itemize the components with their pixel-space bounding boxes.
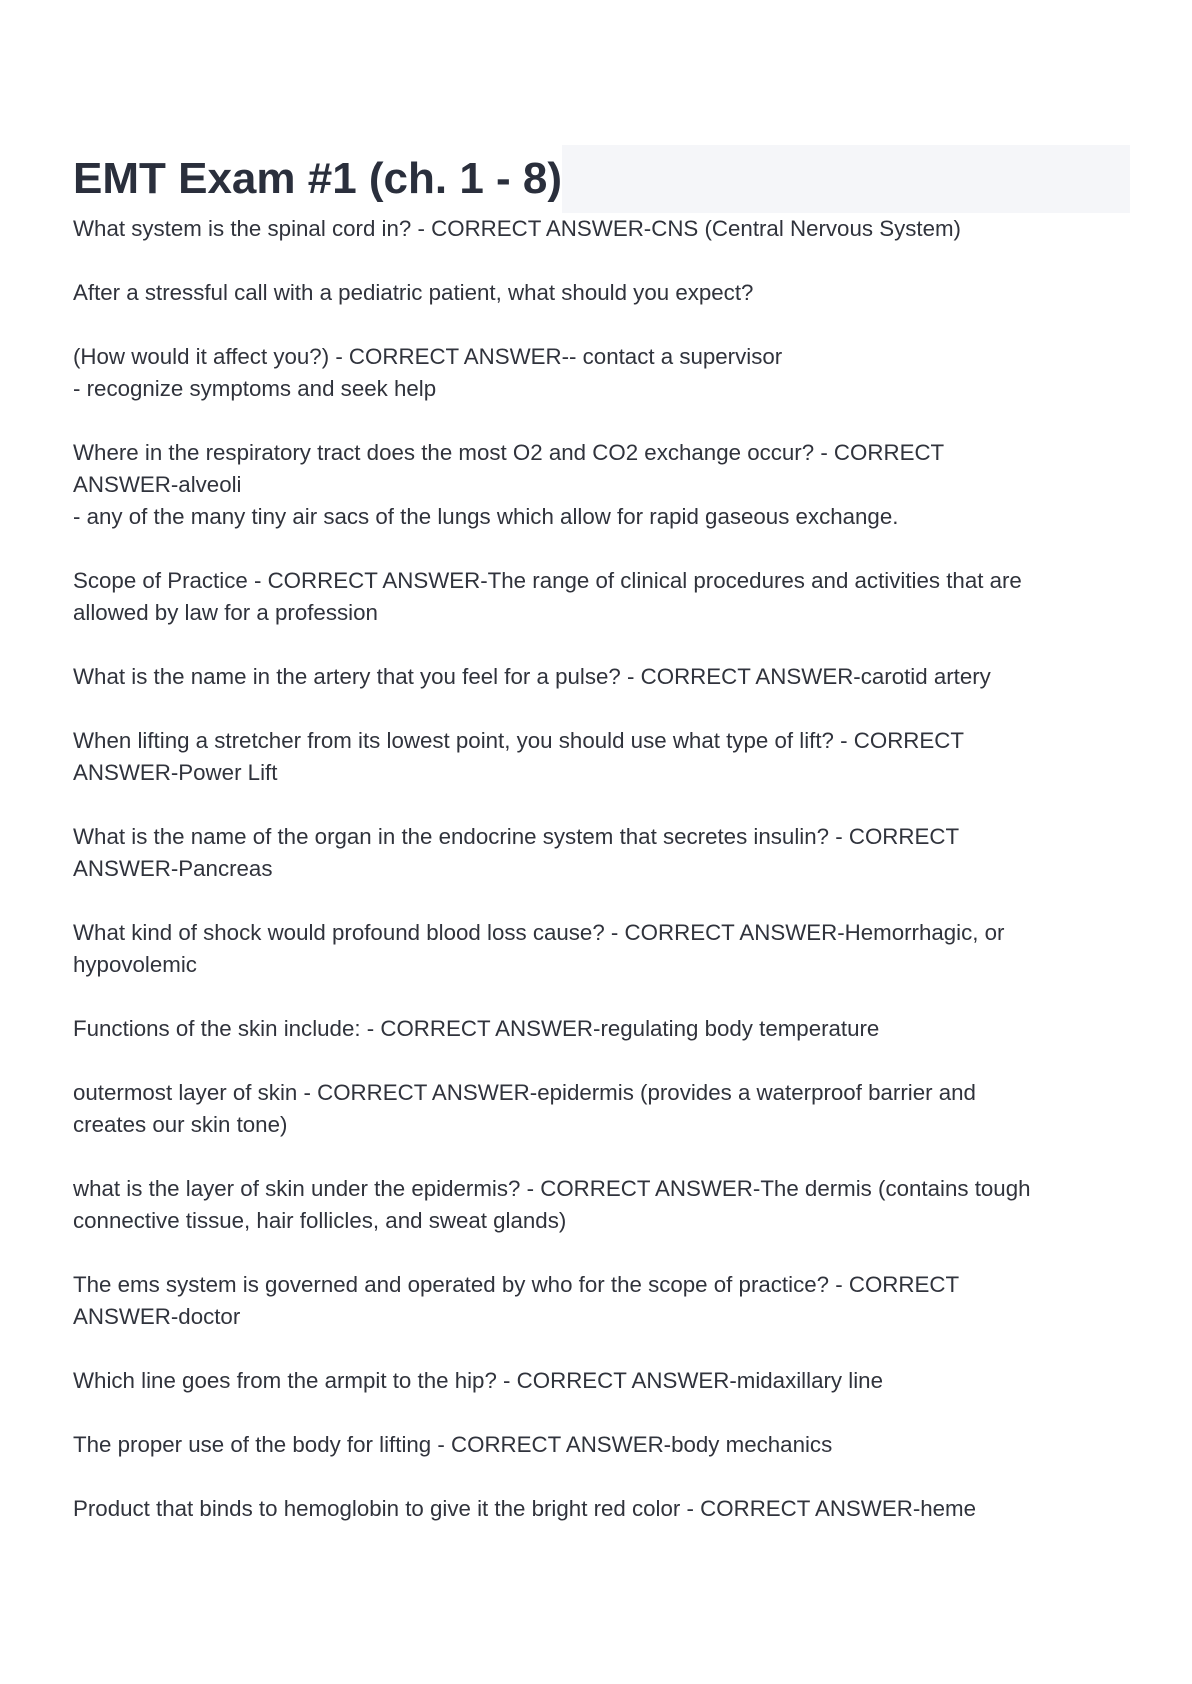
qa-item: Product that binds to hemoglobin to give it the bright red color - CORRECT ANSWER-heme [73,1496,977,1521]
qa-item: Scope of Practice - CORRECT ANSWER-The range of clinical procedures and activities that are allowed by law for a profession [73,568,1022,625]
qa-item: When lifting a stretcher from its lowest point, you should use what type of lift? - CORRECT ANSWER-Power Lift [73,728,964,785]
qa-item: what is the layer of skin under the epidermis? - CORRECT ANSWER-The dermis (contains tough connective tissue, hair follicles, and sweat glands) [73,1176,1031,1233]
qa-item: What is the name of the organ in the endocrine system that secretes insulin? - CORRECT ANSWER-Pancreas [73,824,960,881]
qa-item: What system is the spinal cord in? - CORRECT ANSWER-CNS (Central Nervous System) [73,216,961,241]
qa-item: The ems system is governed and operated by who for the scope of practice? - CORRECT ANSWER-doctor [73,1272,960,1329]
qa-item: What is the name in the artery that you feel for a pulse? - CORRECT ANSWER-carotid artery [73,664,991,689]
qa-item: Which line goes from the armpit to the hip? - CORRECT ANSWER-midaxillary line [73,1368,883,1393]
qa-item: (How would it affect you?) - CORRECT ANSWER-- contact a supervisor - recognize symptoms and seek help [73,344,783,401]
qa-item: outermost layer of skin - CORRECT ANSWER-epidermis (provides a waterproof barrier and creates our skin tone) [73,1080,976,1137]
title-block [73,145,562,213]
qa-item: After a stressful call with a pediatric patient, what should you expect? [73,280,754,305]
page-title: EMT Exam #1 (ch. 1 - 8) [73,154,563,203]
qa-item: Where in the respiratory tract does the most O2 and CO2 exchange occur? - CORRECT ANSWER-alveoli - any of the many tiny air sacs of the lungs which allow for rapid gaseous exchange. [73,440,945,529]
qa-item: What kind of shock would profound blood loss cause? - CORRECT ANSWER-Hemorrhagic, or hypovolemic [73,920,1005,977]
qa-list [73,213,1130,1525]
qa-item: The proper use of the body for lifting - CORRECT ANSWER-body mechanics [73,1432,833,1457]
title-header [73,145,1130,213]
qa-item: Functions of the skin include: - CORRECT ANSWER-regulating body temperature [73,1016,880,1041]
document-page [73,145,1130,1525]
